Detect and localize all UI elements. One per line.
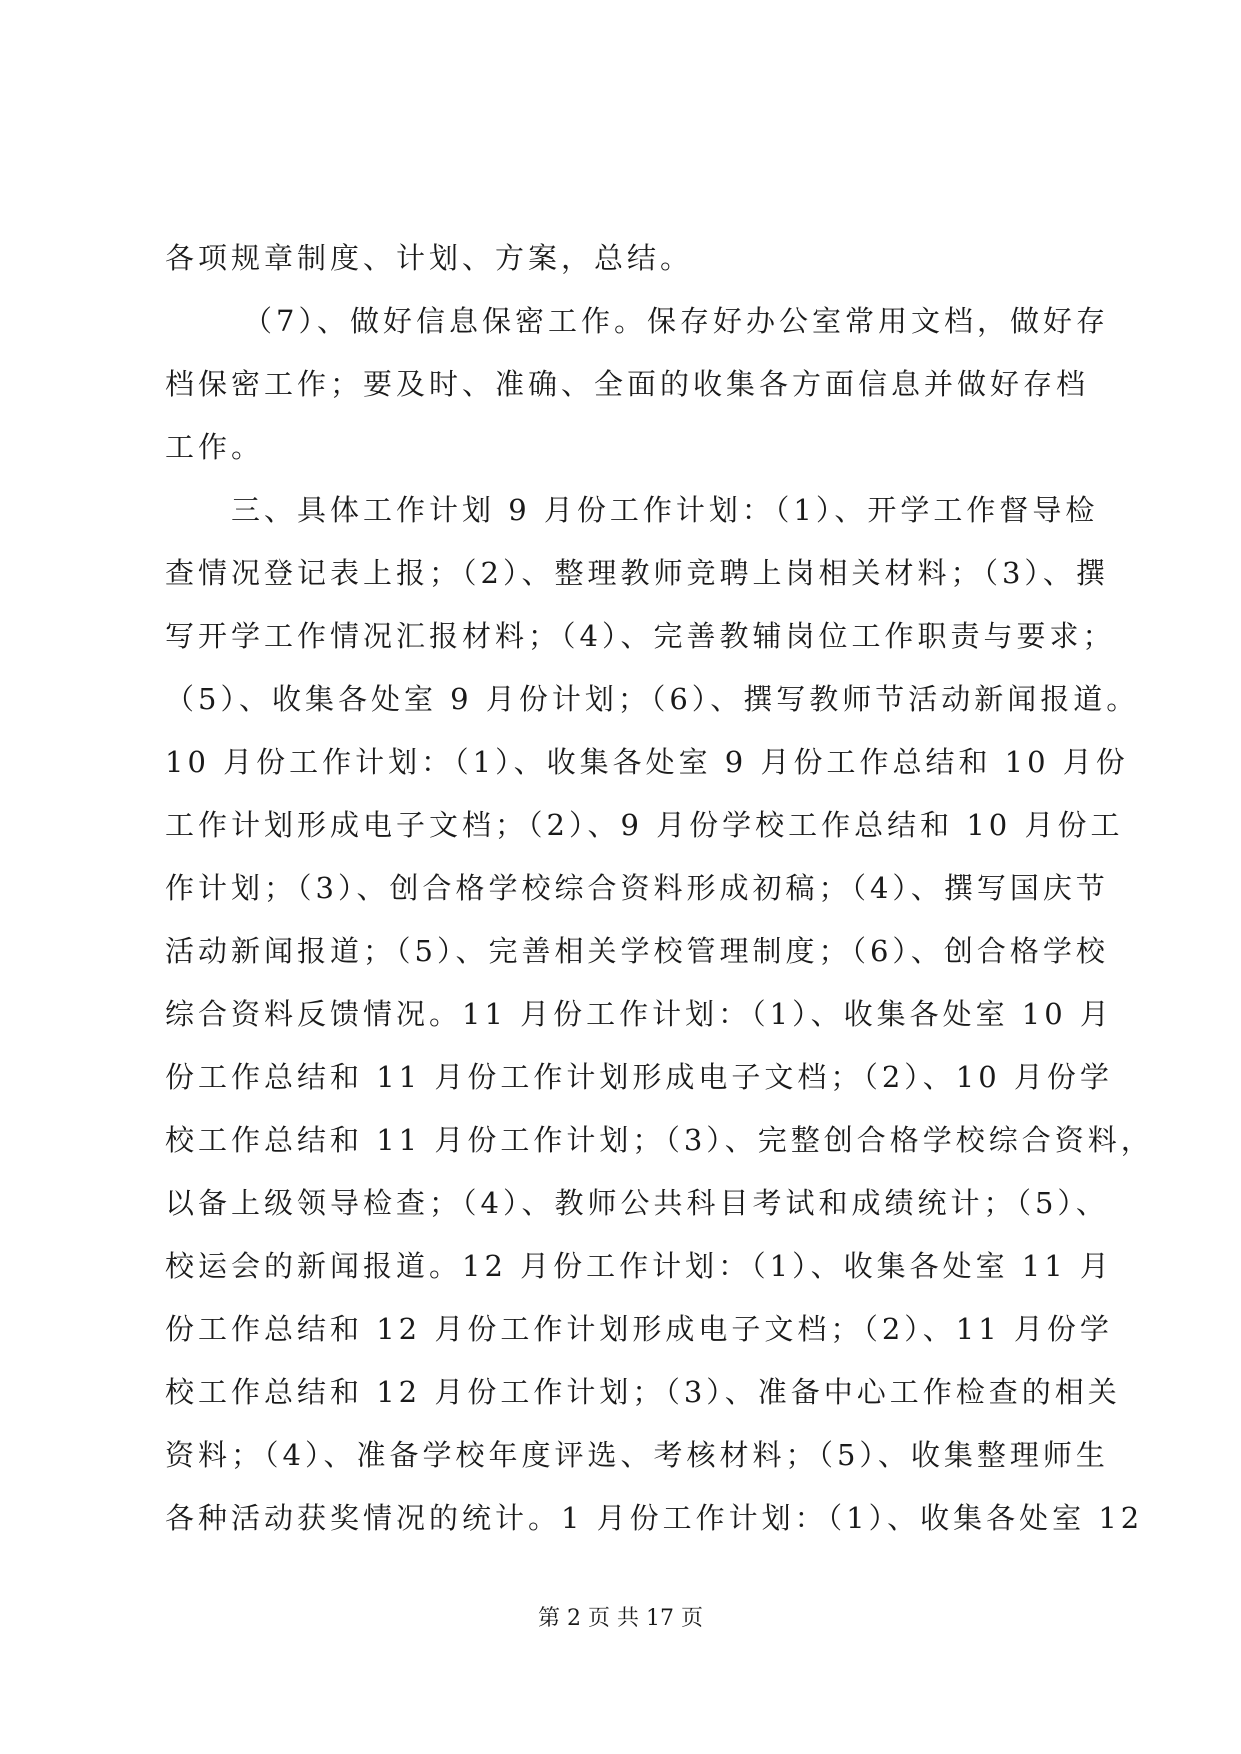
- text-line: 份工作总结和 11 月份工作计划形成电子文档；（2）、10 月份学: [165, 1060, 1113, 1094]
- text-line: 以备上级领导检查；（4）、教师公共科目考试和成绩统计；（5）、: [165, 1186, 1109, 1220]
- text-line: （7）、做好信息保密工作。保存好办公室常用文档，做好存: [243, 304, 1109, 338]
- text-line: 作计划；（3）、创合格学校综合资料形成初稿；（4）、撰写国庆节: [165, 871, 1109, 905]
- text-line: 各种活动获奖情况的统计。1 月份工作计划：（1）、收集各处室 12: [165, 1501, 1144, 1535]
- text-line: 资料；（4）、准备学校年度评选、考核材料；（5）、收集整理师生: [165, 1438, 1109, 1472]
- text-line: 校工作总结和 11 月份工作计划；（3）、完整创合格学校综合资料，: [165, 1123, 1154, 1157]
- text-line: 工作。: [165, 430, 265, 464]
- text-line: 综合资料反馈情况。11 月份工作计划：（1）、收集各处室 10 月: [165, 997, 1113, 1031]
- text-line: 份工作总结和 12 月份工作计划形成电子文档；（2）、11 月份学: [165, 1312, 1113, 1346]
- text-line: 档保密工作；要及时、准确、全面的收集各方面信息并做好存档: [165, 367, 1090, 401]
- text-line: 写开学工作情况汇报材料；（4）、完善教辅岗位工作职责与要求；: [165, 619, 1116, 653]
- text-line: 校运会的新闻报道。12 月份工作计划：（1）、收集各处室 11 月: [165, 1249, 1113, 1283]
- text-line: 三、具体工作计划 9 月份工作计划：（1）、开学工作督导检: [231, 493, 1099, 527]
- text-line: 各项规章制度、计划、方案，总结。: [165, 241, 694, 275]
- text-line: 10 月份工作计划：（1）、收集各处室 9 月份工作总结和 10 月份: [165, 745, 1129, 779]
- text-line: （5）、收集各处室 9 月份计划；（6）、撰写教师节活动新闻报道。: [165, 682, 1140, 716]
- text-line: 校工作总结和 12 月份工作计划；（3）、准备中心工作检查的相关: [165, 1375, 1121, 1409]
- document-body: [165, 227, 1154, 1550]
- text-line: 工作计划形成电子文档；（2）、9 月份学校工作总结和 10 月份工: [165, 808, 1124, 842]
- page-number-footer: 第 2 页 共 17 页: [538, 1606, 703, 1631]
- text-line: 活动新闻报道；（5）、完善相关学校管理制度；（6）、创合格学校: [165, 934, 1109, 968]
- text-line: 查情况登记表上报；（2）、整理教师竞聘上岗相关材料；（3）、撰: [165, 556, 1109, 590]
